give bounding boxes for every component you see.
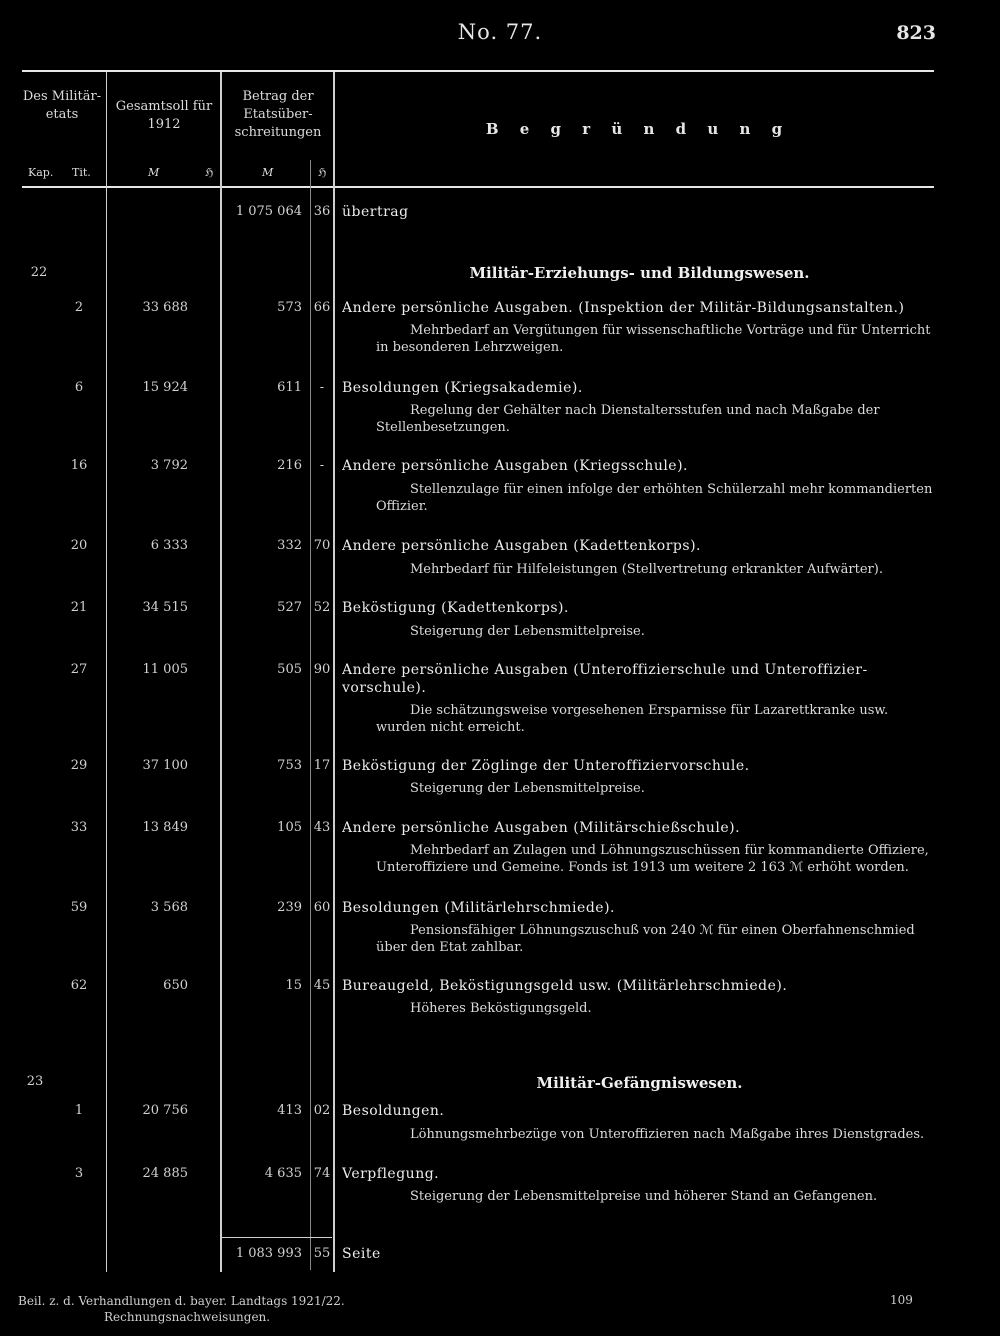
carry-label: übertrag <box>342 204 409 220</box>
row-soll: 20 756 <box>142 1103 188 1118</box>
col-header-tit: Tit. <box>72 166 91 179</box>
footer-note <box>18 1293 345 1325</box>
row-pf: 17 <box>313 758 331 773</box>
row-title: Beköstigung der Zöglinge der Unteroffiziervorschule. <box>342 758 750 774</box>
row-betrag: 611 <box>277 380 302 395</box>
carry-pf: 36 <box>313 204 331 219</box>
row-betrag: 105 <box>277 820 302 835</box>
row-soll: 3 792 <box>150 458 188 473</box>
row-title: Andere persönliche Ausgaben (Kriegsschule). <box>342 458 689 474</box>
row-title: Andere persönliche Ausgaben. (Inspektion der Militär-Bildungsanstalten.) <box>342 300 905 316</box>
row-pf: - <box>319 458 325 473</box>
row-pf: 45 <box>313 978 331 993</box>
row-description: Löhnungsmehrbezüge von Unteroffizieren nach Maßgabe ihres Dienstgrades. <box>410 1127 925 1142</box>
row-title: Besoldungen. <box>342 1103 445 1119</box>
carry-amount: 1 075 064 <box>235 204 302 219</box>
row-title: Bureaugeld, Beköstigungsgeld usw. (Militärlehrschmiede). <box>342 978 788 994</box>
row-tit: 59 <box>70 900 88 915</box>
row-description: Mehrbedarf für Hilfeleistungen (Stellvertretung erkrankter Aufwärter). <box>410 562 883 577</box>
col-header-mark: M <box>262 166 274 179</box>
row-tit: 29 <box>70 758 88 773</box>
row-tit: 1 <box>74 1103 84 1118</box>
footer-line: Rechnungsnachweisungen. <box>104 1310 271 1324</box>
row-tit: 6 <box>74 380 84 395</box>
column-divider <box>333 72 335 1272</box>
row-pf: 43 <box>313 820 331 835</box>
col-header-etats: Des Militär-etats <box>22 89 102 122</box>
row-tit: 16 <box>70 458 88 473</box>
row-betrag: 15 <box>285 978 302 993</box>
col-header-pf: ℌ <box>318 166 327 179</box>
page-number: 823 <box>896 22 936 44</box>
row-betrag: 753 <box>277 758 302 773</box>
row-betrag: 4 635 <box>264 1166 302 1181</box>
row-description: Die schätzungsweise vorgesehenen Ersparnisse für Lazarettkranke usw. wurden nicht erreicht. <box>376 703 889 735</box>
row-soll: 13 849 <box>142 820 188 835</box>
row-betrag: 505 <box>277 662 302 677</box>
row-description: Steigerung der Lebensmittelpreise. <box>410 624 645 639</box>
row-soll: 37 100 <box>142 758 188 773</box>
row-tit: 21 <box>70 600 88 615</box>
col-header-gesamtsoll: Gesamtsoll für 1912 <box>115 99 213 132</box>
column-divider <box>106 72 107 1272</box>
section-kap: 22 <box>30 265 48 280</box>
row-tit: 3 <box>74 1166 84 1181</box>
row-title-continued: vorschule). <box>342 680 427 696</box>
row-betrag: 413 <box>277 1103 302 1118</box>
row-tit: 33 <box>70 820 88 835</box>
row-title: Verpflegung. <box>342 1166 440 1182</box>
row-tit: 62 <box>70 978 88 993</box>
col-header-kap: Kap. <box>28 166 54 179</box>
row-title: Besoldungen (Militärlehrschmiede). <box>342 900 615 916</box>
row-title: Andere persönliche Ausgaben (Kadettenkorps). <box>342 538 701 554</box>
row-description: Steigerung der Lebensmittelpreise und höherer Stand an Gefangenen. <box>410 1189 878 1204</box>
column-divider <box>310 160 311 1270</box>
col-header-begruendung: B e g r ü n d u n g <box>485 120 791 138</box>
row-soll: 650 <box>163 978 188 993</box>
row-pf: 52 <box>313 600 331 615</box>
row-description: Mehrbedarf an Vergütungen für wissenschaftliche Vorträge und für Unterricht in besonderen Lehrzweigen. <box>376 323 931 355</box>
header-rule <box>22 186 934 188</box>
section-title: Militär-Gefängniswesen. <box>536 1074 743 1092</box>
row-tit: 20 <box>70 538 88 553</box>
row-pf: - <box>319 380 325 395</box>
row-title: Besoldungen (Kriegsakademie). <box>342 380 583 396</box>
row-pf: 74 <box>313 1166 331 1181</box>
row-pf: 90 <box>313 662 331 677</box>
row-pf: 02 <box>313 1103 331 1118</box>
row-soll: 15 924 <box>142 380 188 395</box>
row-soll: 33 688 <box>142 300 188 315</box>
section-kap: 23 <box>26 1074 44 1089</box>
column-divider <box>220 72 222 1272</box>
row-betrag: 216 <box>277 458 302 473</box>
row-betrag: 332 <box>277 538 302 553</box>
row-tit: 2 <box>74 300 84 315</box>
row-betrag: 573 <box>277 300 302 315</box>
row-title: Andere persönliche Ausgaben (Unteroffizierschule und Unteroffizier- <box>342 662 868 678</box>
col-header-pf: ℌ <box>205 166 214 179</box>
row-description: Pensionsfähiger Löhnungszuschuß von 240 ℳ für einen Oberfahnenschmied über den Etat zahlbar. <box>376 923 915 955</box>
sum-rule <box>222 1237 332 1238</box>
total-pf: 55 <box>313 1246 331 1261</box>
row-soll: 6 333 <box>150 538 188 553</box>
row-description: Regelung der Gehälter nach Dienstaltersstufen und nach Maßgabe der Stellenbesetzungen. <box>376 403 880 435</box>
footer-page-number: 109 <box>890 1293 913 1307</box>
row-pf: 70 <box>313 538 331 553</box>
row-betrag: 527 <box>277 600 302 615</box>
row-description: Stellenzulage für einen infolge der erhöhten Schülerzahl mehr kommandierten Offizier. <box>376 482 933 514</box>
row-description: Höheres Beköstigungsgeld. <box>410 1001 592 1016</box>
row-title: Andere persönliche Ausgaben (Militärschießschule). <box>342 820 741 836</box>
row-tit: 27 <box>70 662 88 677</box>
row-soll: 34 515 <box>142 600 188 615</box>
section-title: Militär-Erziehungs- und Bildungswesen. <box>469 264 810 282</box>
row-soll: 3 568 <box>150 900 188 915</box>
total-amount: 1 083 993 <box>235 1246 302 1261</box>
row-soll: 11 005 <box>142 662 188 677</box>
row-description: Steigerung der Lebensmittelpreise. <box>410 781 645 796</box>
col-header-mark: M <box>148 166 160 179</box>
row-description: Mehrbedarf an Zulagen und Löhnungszuschüssen für kommandierte Offiziere, Unteroffiziere und Gemeine. Fonds ist 1913 um weitere 2 163 ℳ erhöht worden. <box>376 843 929 875</box>
row-pf: 60 <box>313 900 331 915</box>
row-pf: 66 <box>313 300 331 315</box>
row-betrag: 239 <box>277 900 302 915</box>
total-label: Seite <box>342 1246 381 1262</box>
row-title: Beköstigung (Kadettenkorps). <box>342 600 569 616</box>
top-rule <box>22 70 934 72</box>
document-number: No. 77. <box>457 20 543 44</box>
col-header-betrag: Betrag der Etatsüber-schreitungen <box>234 89 322 140</box>
row-soll: 24 885 <box>142 1166 188 1181</box>
footer-line: Beil. z. d. Verhandlungen d. bayer. Landtags 1921/22. <box>18 1294 345 1308</box>
